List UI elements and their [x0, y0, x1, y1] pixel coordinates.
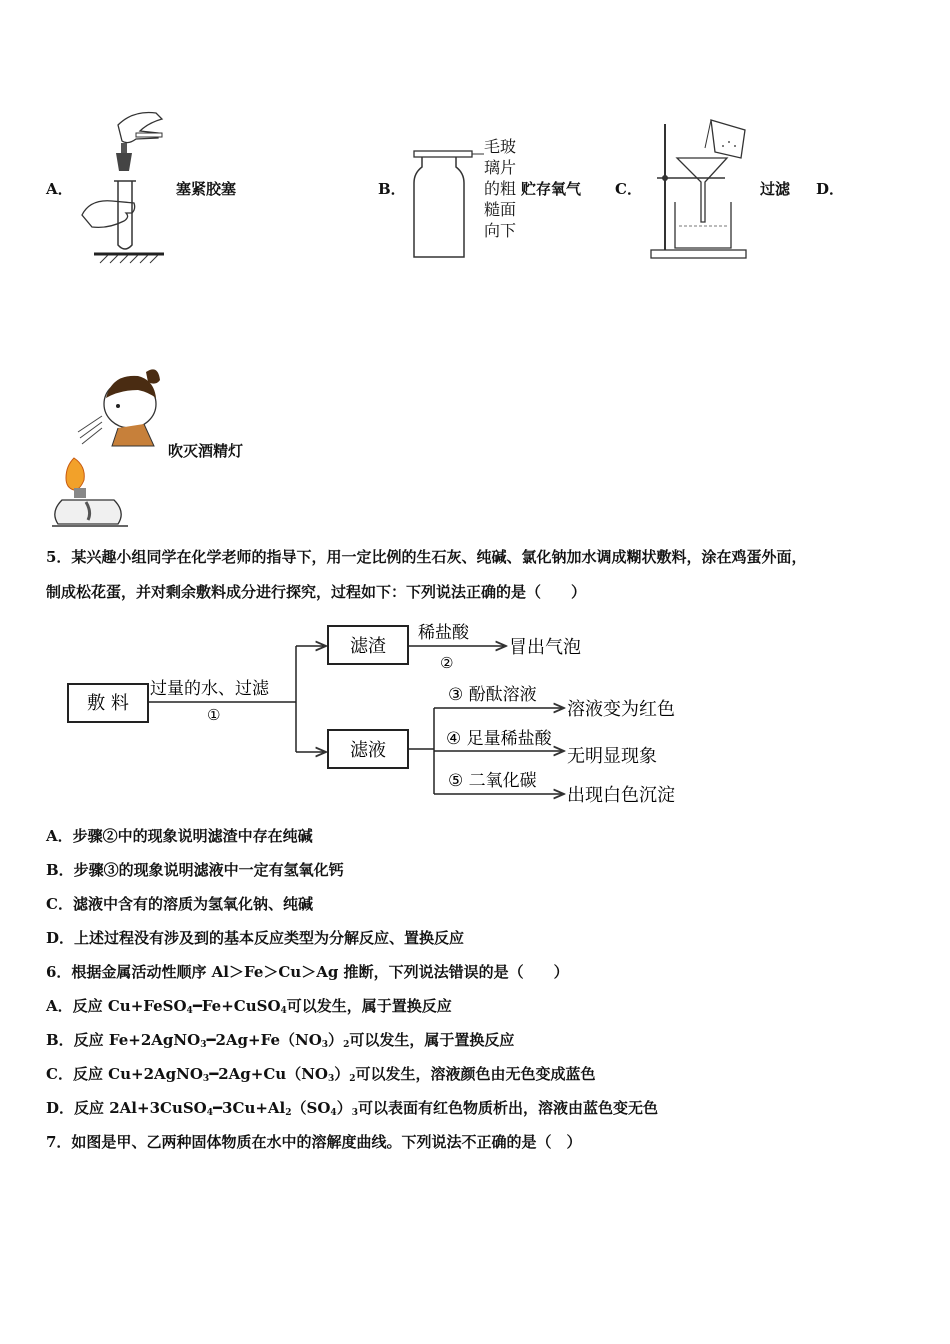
option-b-caption: 贮存氧气 [521, 180, 582, 198]
glass-slide-annotation: 毛玻 璃片 的粗 糙面 向下 [484, 137, 517, 240]
q5-stem-line2: 制成松花蛋，并对剩余敷料成分进行探究，过程如下：下列说法正确的是（ ） [46, 583, 587, 601]
option-c-letter: C． [615, 180, 642, 198]
option-c-caption: 过滤 [760, 180, 791, 198]
blowing-lamp-illustration [48, 362, 163, 530]
flow-step5-label: ⑤ 二氧化碳 [448, 771, 537, 791]
q6-option-c: C．反应 $Cu+2AgNO_3━2Ag+Cu(NO_3)_2$可以发生，溶液颜色由无色变成蓝色 [46, 1065, 596, 1084]
q6-option-d: D．反应 $2Al+3CuSO_4━3Cu+Al_2(SO_4)_3$可以表面有红色物质析出，溶液由蓝色变无色 [46, 1099, 658, 1118]
filtration-illustration [645, 110, 760, 265]
option-a-caption: 塞紧胶塞 [176, 180, 237, 198]
q5-option-d: D．上述过程没有涉及到的基本反应类型为分解反应、置换反应 [46, 929, 465, 947]
q6-stem: 6．根据金属活动性顺序 Al＞Fe＞Cu＞Ag 推断，下列说法错误的是（ ） [46, 963, 569, 981]
flow-step4-label: ④ 足量稀盐酸 [446, 729, 552, 749]
option-d-letter: D． [816, 180, 845, 198]
option-b-letter: B． [378, 180, 406, 198]
flow-step1-num: ① [207, 706, 221, 724]
q6-option-b: B．反应 $Fe+2AgNO_3━2Ag+Fe(NO_3)_2$可以发生，属于置换反应 [46, 1031, 515, 1050]
option-d-caption: 吹灭酒精灯 [168, 442, 244, 460]
q5-option-b: B．步骤③的现象说明滤液中一定有氢氧化钙 [46, 861, 344, 879]
flow-step3-label: ③ 酚酞溶液 [448, 685, 537, 705]
flow-filtrate-label: 滤液 [350, 740, 386, 761]
flow-result2: 冒出气泡 [509, 637, 581, 658]
flow-step2-label: 稀盐酸 [418, 623, 469, 643]
gas-bottle-illustration [410, 145, 490, 263]
flow-result4: 无明显现象 [567, 746, 657, 767]
q5-option-c: C．滤液中含有的溶质为氢氧化钠、纯碱 [46, 895, 313, 913]
q6-option-a: A．反应 Cu+FeSO$_4$━Fe+CuSO$_4$可以发生，属于置换反应 [46, 997, 452, 1016]
q5-flowchart [60, 612, 720, 812]
q5-stem-line1: 5．某兴趣小组同学在化学老师的指导下，用一定比例的生石灰、纯碱、氯化钠加水调成糊状敷料，涂在鸡蛋外面， [46, 548, 807, 566]
flow-residue-label: 滤渣 [350, 636, 386, 657]
stopper-test-tube-illustration [78, 105, 168, 265]
flow-start-label: 敷 料 [87, 693, 129, 714]
flow-step1-label: 过量的水、过滤 [150, 679, 269, 699]
flow-result5: 出现白色沉淀 [567, 785, 675, 806]
flow-result3: 溶液变为红色 [567, 699, 675, 720]
flow-step2-num: ② [440, 654, 454, 672]
q7-stem: 7．如图是甲、乙两种固体物质在水中的溶解度曲线。下列说法不正确的是（ ） [46, 1133, 582, 1151]
q5-option-a: A．步骤②中的现象说明滤渣中存在纯碱 [46, 827, 313, 845]
option-a-letter: A． [46, 180, 73, 198]
